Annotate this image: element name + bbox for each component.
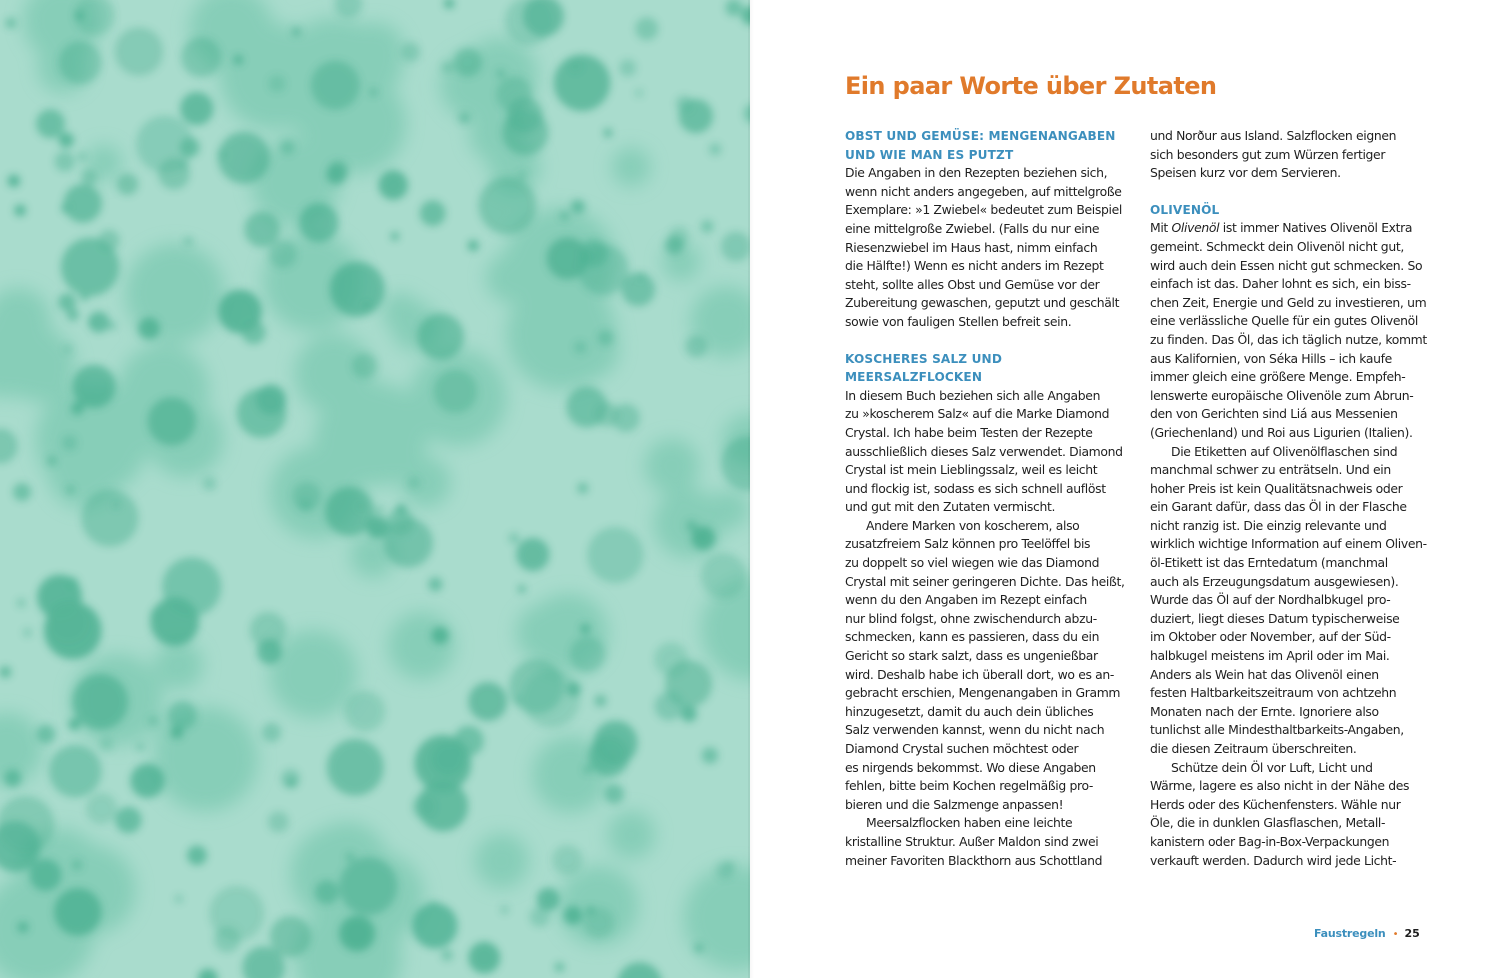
speckle-dot (67, 309, 79, 321)
speckle-dot (281, 769, 300, 788)
text-line: es nirgends bekommst. Wo diese Angaben (845, 759, 1096, 775)
text-line: und gut mit den Zutaten vermischt. (845, 499, 1056, 515)
speckle-dot (115, 807, 141, 833)
speckle-dot (269, 240, 297, 268)
text-line: die diesen Zeitraum überschreiten. (1150, 741, 1357, 756)
speckle-dot (46, 600, 90, 644)
speckle-dot (262, 723, 281, 742)
speckle-dot (619, 59, 636, 76)
speckle-dot (187, 846, 207, 866)
text-column-left (845, 127, 1127, 870)
speckle-dot (49, 745, 101, 797)
speckle-dot (564, 906, 583, 925)
text-line: Zubereitung gewaschen, geputzt und geschält (845, 295, 1120, 311)
speckle-blot (154, 641, 203, 690)
speckle-dot (412, 903, 458, 949)
speckle-dot (605, 784, 625, 804)
text-line: Speisen kurz vor dem Servieren. (1150, 165, 1341, 181)
text-line: sowie von fauligen Stellen befreit sein. (845, 313, 1072, 329)
paragraph-gap (1150, 183, 1425, 201)
speckle-dot (4, 770, 22, 788)
speckle-dot (384, 518, 433, 567)
text-line: Gericht so stark salzt, dass es ungenießbar (845, 648, 1098, 664)
speckle-dot (431, 627, 449, 645)
speckle-dot (716, 861, 734, 879)
text-line: auch als Erzeugungsdatum ausgewiesen). (1150, 573, 1399, 589)
speckle-dot (250, 612, 287, 649)
page-number: 25 (1404, 927, 1420, 940)
text-line: zu doppelt so viel wiegen wie das Diamond (845, 555, 1100, 571)
speckle-dot (655, 692, 684, 721)
text-line: eine verlässliche Quelle für ein gutes Olivenöl (1150, 313, 1418, 329)
speckle-dot (268, 75, 285, 92)
speckle-dot (555, 962, 565, 972)
speckle-dot (72, 365, 115, 408)
speckle-dot (78, 152, 87, 161)
text-line: den von Gerichten sind Liá aus Messenien (1150, 406, 1398, 422)
speckle-dot (530, 907, 550, 927)
text-line: ausschließlich dieses Salz verwendet. Diamond (845, 443, 1123, 459)
speckle-dot (391, 232, 399, 240)
text-line: und Norður aus Island. Salzflocken eignen (1150, 128, 1397, 143)
text-line: nur blind folgst, ohne zwischendurch abzu- (845, 610, 1097, 626)
text-line: duziert, liegt dieses Datum typischerweise (1150, 610, 1400, 626)
speckle-blot (269, 630, 357, 718)
speckle-blot (388, 612, 455, 679)
speckle-dot (420, 200, 446, 226)
speckle-dot (595, 695, 607, 707)
speckle-dot (691, 526, 715, 550)
text-line: Die Etiketten auf Olivenölflaschen sind (1171, 443, 1398, 459)
text-line: wirklich wichtige Information auf einem Oliven- (1150, 536, 1427, 552)
speckle-dot (315, 880, 339, 904)
speckle-dot (63, 184, 102, 223)
speckle-dot (256, 385, 286, 415)
text-line: lenswerte europäische Olivenöle zum Abrun- (1150, 387, 1414, 403)
speckle-dot (162, 557, 221, 616)
page-footer (1314, 927, 1420, 940)
speckle-dot (17, 922, 28, 933)
section-heading: UND WIE MAN ES PUTZT (845, 147, 1014, 162)
speckle-dot (292, 27, 301, 36)
text-line: wenn nicht anders angegeben, auf mittelgroße (845, 183, 1122, 199)
footer-separator: • (1392, 929, 1399, 940)
speckle-dot (518, 171, 526, 179)
speckle-blot (3, 329, 76, 402)
speckle-dot (292, 482, 321, 511)
section-heading: KOSCHERES SALZ UND (845, 351, 1003, 366)
speckle-dot (311, 61, 360, 110)
speckle-dot (567, 682, 581, 696)
text-line: (Griechenland) und Roi aus Ligurien (Italien). (1150, 424, 1413, 440)
speckle-dot (695, 944, 703, 952)
speckle-dot (681, 706, 697, 722)
speckle-dot (280, 140, 295, 155)
speckle-dot (55, 151, 75, 171)
speckle-blot (382, 293, 420, 331)
text-line: eine mittelgroße Zwiebel. (Falls du nur eine (845, 220, 1100, 236)
speckle-dot (570, 636, 606, 672)
speckle-dot (654, 642, 688, 676)
speckle-dot (81, 169, 97, 185)
speckle-blot (645, 439, 700, 494)
text-line: Crystal mit seiner geringeren Dichte. Das heißt, (845, 573, 1125, 589)
text-line: hoher Preis ist kein Qualitätsnachweis oder (1150, 480, 1403, 496)
speckle-dot (378, 170, 408, 200)
speckle-dot (13, 483, 31, 501)
speckle-dot (725, 0, 742, 16)
speckle-dot (580, 624, 590, 634)
speckle-dot (428, 577, 442, 591)
speckle-dot (138, 318, 160, 340)
speckle-dot (574, 341, 586, 353)
text-line: gebracht erschien, Mengenangaben in Gramm (845, 685, 1121, 701)
text-line: steht, sollte alles Obst und Gemüse vor der (845, 276, 1100, 292)
speckle-dot (99, 737, 113, 751)
text-line: verkauft werden. Dadurch wird jede Licht- (1150, 852, 1397, 868)
speckle-dot (180, 137, 200, 157)
speckle-dot (181, 37, 221, 77)
speckle-dot (80, 293, 88, 301)
speckle-dot (326, 165, 346, 185)
speckle-dot (148, 397, 196, 445)
text-line: aus Kalifornien, von Séka Hills – ich kaufe (1150, 350, 1392, 366)
speckle-blot (608, 811, 656, 859)
speckle-dot (608, 755, 619, 766)
speckle-dot (417, 781, 468, 832)
speckle-dot (268, 811, 289, 832)
speckle-dot (709, 143, 722, 156)
speckle-dot (136, 743, 144, 751)
speckle-dot (54, 888, 102, 936)
speckle-dot (702, 747, 718, 763)
speckle-dot (36, 109, 65, 138)
text-line: kristalline Struktur. Außer Maldon sind zwei (845, 833, 1099, 849)
text-line: zusatzfreiem Salz können pro Teelöffel bis (845, 536, 1091, 552)
speckle-dot (47, 456, 56, 465)
section-heading: OBST UND GEMÜSE: MENGENANGABEN (845, 129, 1116, 143)
speckle-dot (64, 345, 72, 353)
speckle-dot (598, 330, 614, 346)
text-line: zu finden. Das Öl, das ich täglich nutze, kommt (1150, 331, 1427, 347)
book-spine-shadow (748, 0, 754, 978)
text-line: tunlichst alle Mindesthaltbarkeits-Angaben, (1150, 722, 1404, 738)
speckle-dot (357, 502, 365, 510)
speckle-dot (75, 11, 85, 21)
text-line: einfach ist das. Daher lohnt es sich, ein biss- (1150, 276, 1411, 292)
speckle-dot (408, 477, 420, 489)
text-line: Crystal. Ich habe beim Testen der Rezepte (845, 424, 1093, 440)
speckle-dot (578, 244, 629, 295)
speckle-dot (375, 506, 384, 515)
speckle-dot (554, 55, 611, 112)
speckle-dot (6, 18, 17, 29)
speckle-dot (233, 55, 243, 65)
text-line: die Hälfte!) Wenn es nicht anders im Rezept (845, 258, 1104, 274)
speckle-dot (560, 211, 569, 220)
text-line: Riesenzwiebel im Haus hast, nimm einfach (845, 239, 1098, 255)
speckle-dot (586, 906, 594, 914)
speckle-dot (369, 88, 377, 96)
speckle-dot (175, 895, 183, 903)
speckle-dot (701, 553, 747, 599)
text-line: chen Zeit, Energie und Geld zu investieren, um (1150, 294, 1427, 310)
speckle-dot (58, 293, 76, 311)
text-line: Monaten nach der Ernte. Ignoriere also (1150, 703, 1379, 719)
speckle-dot (587, 527, 643, 583)
text-line: Andere Marken von koscherem, also (866, 517, 1080, 533)
speckle-dot (168, 701, 197, 730)
speckle-dot (327, 739, 384, 796)
speckle-dot (577, 483, 588, 494)
speckle-dot (218, 290, 262, 334)
speckle-dot (17, 599, 26, 608)
footer-section-label: Faustregeln (1314, 927, 1386, 940)
speckle-dot (72, 860, 83, 871)
text-line: sich besonders gut zum Würzen fertiger (1150, 146, 1386, 162)
text-line: Mit Olivenöl ist immer Natives Olivenöl Extra (1150, 220, 1413, 236)
speckle-dot (58, 132, 73, 147)
speckle-dot (401, 43, 420, 62)
speckle-dot (441, 949, 453, 961)
speckle-dot (459, 112, 470, 123)
text-line: Exemplare: »1 Zwiebel« bedeutet zum Beispiel (845, 202, 1122, 218)
speckle-dot (149, 717, 158, 726)
speckle-dot (507, 97, 543, 133)
speckle-dot (209, 886, 264, 941)
speckle-dot (396, 504, 406, 514)
speckle-dot (244, 212, 280, 248)
speckle-dot (468, 240, 479, 251)
speckle-dot (454, 726, 484, 756)
text-line: Die Angaben in den Rezepten beziehen sich, (845, 165, 1108, 181)
speckle-dot (509, 533, 520, 544)
speckle-dot (61, 238, 119, 296)
text-line: im Oktober oder November, auf der Süd- (1150, 629, 1391, 645)
speckle-dot (30, 859, 62, 891)
speckle-dot (339, 857, 397, 915)
speckle-dot (23, 628, 32, 637)
speckle-dot (344, 691, 385, 732)
text-line: Öle, die in dunklen Glasflaschen, Metall- (1150, 815, 1386, 831)
text-line: hinzugesetzt, damit du auch dein übliches (845, 703, 1094, 719)
speckle-dot (468, 942, 500, 974)
speckle-dot (184, 237, 192, 245)
text-line: gemeint. Schmeckt dein Olivenöl nicht gut, (1150, 238, 1404, 254)
text-line: öl-Etikett ist das Erntedatum (manchmal (1150, 555, 1388, 571)
speckle-dot (217, 150, 226, 159)
speckle-dot (69, 718, 81, 730)
text-line: kanistern oder Bag-in-Box-Verpackungen (1150, 833, 1390, 849)
speckle-dot (552, 845, 582, 875)
speckle-dot (612, 404, 640, 432)
text-line: manchmal schwer zu enträtseln. Und ein (1150, 462, 1391, 478)
text-line: nicht ranzig ist. Die einzig relevante und (1150, 517, 1387, 533)
speckle-dot (583, 765, 592, 774)
speckle-dot (346, 853, 355, 862)
speckle-dot (218, 132, 270, 184)
text-line: Wurde das Öl auf der Nordhalbkugel pro- (1150, 592, 1391, 608)
text-line: Herds oder des Küchenfensters. Wähle nur (1150, 796, 1401, 812)
section-heading: OLIVENÖL (1150, 202, 1220, 217)
speckle-dot (66, 486, 74, 494)
speckle-dot (518, 585, 526, 593)
speckle-dot (468, 682, 507, 721)
speckle-dot (442, 62, 454, 74)
speckle-dot (497, 70, 505, 78)
speckle-dot (130, 764, 164, 798)
speckle-dot (638, 272, 646, 280)
speckle-dot (701, 220, 714, 233)
speckle-dot (604, 128, 613, 137)
speckle-dot (81, 489, 138, 546)
text-line: Schütze dein Öl vor Luft, Licht und (1171, 759, 1373, 775)
text-line: schmecken, kann es passieren, dass du ein (845, 629, 1100, 645)
speckle-dot (566, 386, 607, 427)
speckle-dot (500, 906, 508, 914)
text-line: Salz verwenden kannst, wenn du nicht nach (845, 722, 1105, 738)
page-title: Ein paar Worte über Zutaten (845, 72, 1217, 100)
text-line: fehlen, bitte beim Kochen regelmäßig pro- (845, 778, 1094, 794)
speckle-dot (299, 203, 339, 243)
speckle-dot (721, 232, 750, 262)
speckle-blot (475, 834, 529, 888)
speckle-dot (88, 312, 109, 333)
speckle-dot (180, 92, 213, 125)
text-line: halbkugel meistens im April oder im Mai. (1150, 648, 1390, 664)
speckle-dot (665, 236, 684, 255)
paragraph-gap (845, 332, 1127, 350)
speckle-dot (479, 177, 537, 235)
text-column-right (1150, 127, 1425, 870)
speckle-blot (710, 490, 749, 529)
text-line: und flockig ist, sodass es sich schnell auflöst (845, 480, 1106, 496)
text-line: wird. Deshalb habe ich überall dort, wo es an- (845, 666, 1115, 682)
text-line: Wärme, lagere es also nicht in der Nähe des (1150, 778, 1410, 794)
text-line: wird auch dein Essen nicht gut schmecken. So (1150, 257, 1423, 273)
text-line: In diesem Buch beziehen sich alle Angaben (845, 387, 1101, 403)
section-heading: MEERSALZFLOCKEN (845, 370, 983, 385)
speckle-dot (589, 735, 630, 776)
text-line: wenn du den Angaben im Rezept einfach (845, 592, 1087, 608)
speckle-dot (571, 200, 585, 214)
speckle-dot (8, 175, 21, 188)
speckle-dot (685, 335, 707, 357)
speckle-dot (202, 477, 216, 491)
text-line: festen Haltbarkeitszeitraum von achtzehn (1150, 685, 1397, 701)
speckle-dot (516, 538, 549, 571)
text-line: zu »koscherem Salz« auf die Marke Diamond (845, 406, 1110, 422)
speckle-dot (417, 313, 464, 360)
text-line: Crystal ist mein Lieblingssalz, weil es leicht (845, 462, 1098, 478)
speckle-dot (339, 916, 375, 952)
speckle-dot (14, 205, 26, 217)
text-line: Anders als Wein hat das Olivenöl einen (1150, 666, 1379, 682)
speckle-dot (71, 402, 84, 415)
speckle-dot (115, 27, 163, 75)
text-line: immer gleich eine größere Menge. Empfeh- (1150, 369, 1406, 385)
text-line: bieren und die Salzmenge anpassen! (845, 796, 1064, 812)
speckle-dot (679, 99, 713, 133)
text-line: meiner Favoriten Blackthorn aus Schottland (845, 852, 1103, 868)
speckle-blot (516, 604, 573, 661)
speckle-dot (59, 41, 102, 84)
speckle-blot (612, 148, 651, 187)
speckle-dot (86, 793, 117, 824)
speckle-dot (72, 674, 128, 730)
speckle-dot (330, 262, 385, 317)
speckle-dot (635, 17, 658, 40)
speckle-dot (150, 610, 159, 619)
text-line: Meersalzflocken haben eine leichte (866, 815, 1073, 831)
speckle-dot (522, 670, 580, 728)
speckle-dot (454, 48, 483, 77)
speckle-dot (62, 435, 78, 451)
speckle-dot (37, 725, 56, 744)
speckle-dot (325, 487, 374, 536)
text-line: Diamond Crystal suchen möchtest oder (845, 741, 1079, 756)
speckle-dot (635, 89, 644, 98)
speckle-dot (434, 370, 478, 414)
speckle-dot (352, 353, 377, 378)
speckle-blot (153, 707, 258, 812)
speckle-dot (117, 174, 139, 196)
text-line: ein Garant dafür, dass das Öl in der Flasche (1150, 499, 1407, 515)
